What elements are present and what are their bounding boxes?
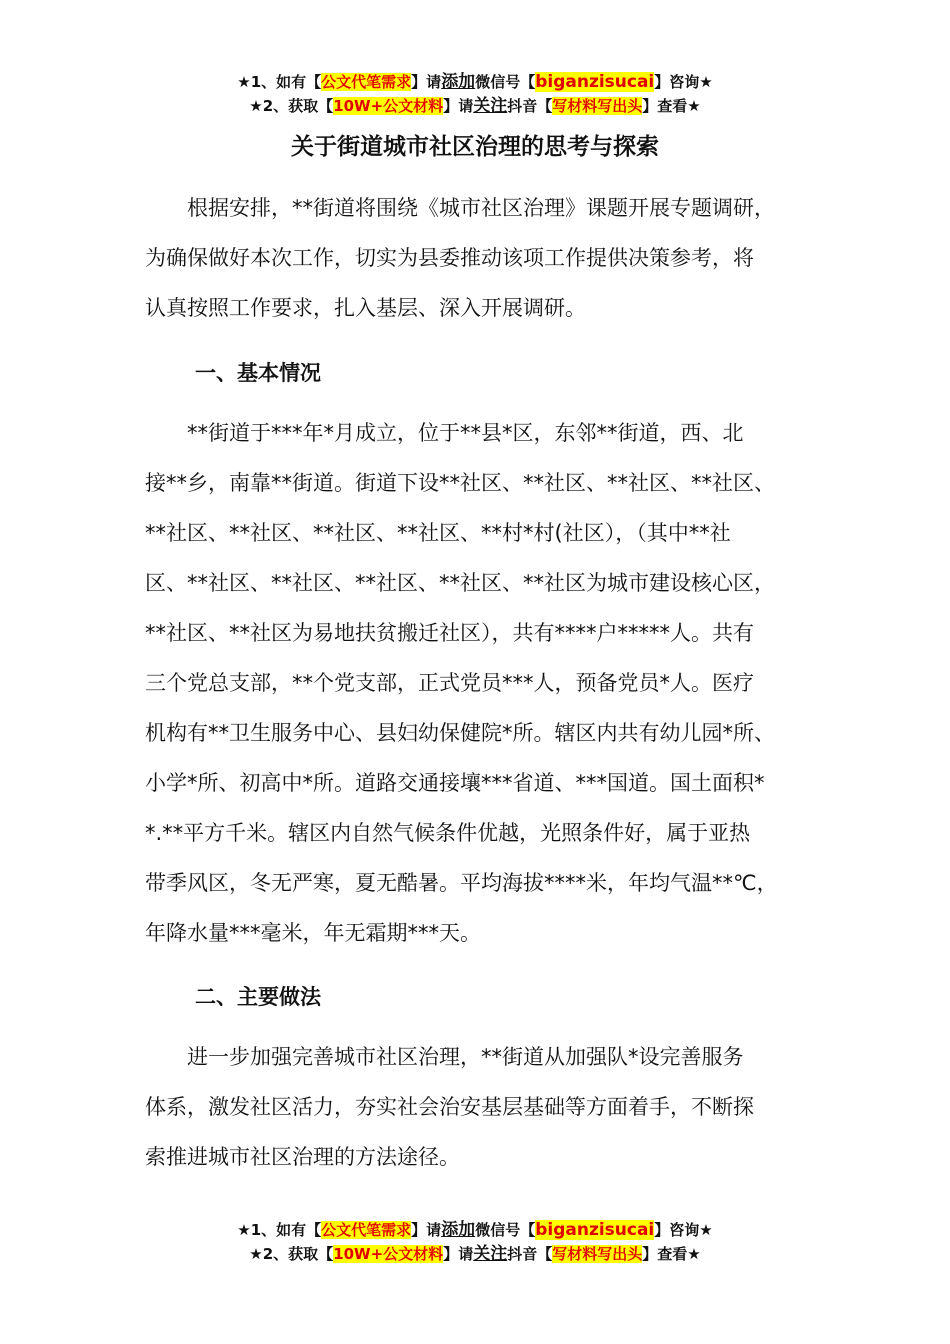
text-line: 带季风区，冬无严寒，夏无酷暑。平均海拔****米，年均气温**℃， [145, 871, 778, 895]
text-line: 为确保做好本次工作，切实为县委推动该项工作提供决策参考，将 [145, 246, 754, 270]
text-line: **社区、**社区为易地扶贫搬迁社区），共有****户*****人。共有 [145, 621, 754, 645]
text-line: 认真按照工作要求，扎入基层、深入开展调研。 [145, 296, 586, 320]
text-line: 根据安排，**街道将围绕《城市社区治理》课题开展专题调研， [145, 196, 775, 220]
promo-highlight: 公文代笔需求 [321, 73, 412, 91]
section-heading-main-practices: 二、主要做法 [195, 985, 321, 1009]
promo-line-2: ★2、获取【10W+公文材料】请关注抖音【写材料写出头】查看★ [249, 1244, 701, 1264]
document-title: 关于街道城市社区治理的思考与探索 [291, 134, 659, 160]
section-heading-basic-info: 一、基本情况 [195, 361, 321, 385]
promo-highlight: 公文代笔需求 [321, 1221, 412, 1239]
promo-line-1: ★1、如有【公文代笔需求】请添加微信号【biganzisucai】咨询★ [237, 72, 713, 92]
section-basic-info-paragraph [145, 408, 820, 958]
promo-emphasis: 添加 [441, 72, 476, 92]
text-line: 年降水量***毫米，年无霜期***天。 [145, 921, 481, 945]
text-line: 体系，激发社区活力，夯实社会治安基层基础等方面着手，不断探 [145, 1095, 754, 1119]
text-line: 索推进城市社区治理的方法途径。 [145, 1145, 460, 1169]
promo-highlight: 10W+公文材料 [333, 1245, 444, 1263]
text-line: 机构有**卫生服务中心、县妇幼保健院*所。辖区内共有幼儿园*所、 [145, 721, 775, 745]
text-line: 区、**社区、**社区、**社区、**社区、**社区为城市建设核心区， [145, 571, 775, 595]
promo-line-1: ★1、如有【公文代笔需求】请添加微信号【biganzisucai】咨询★ [237, 1220, 713, 1240]
promo-wechat-id: biganzisucai [535, 72, 655, 92]
promo-douyin-id: 写材料写出头 [552, 1245, 643, 1263]
promo-emphasis: 关注 [473, 96, 508, 116]
promo-highlight: 10W+公文材料 [333, 97, 444, 115]
promo-banner-top [0, 70, 950, 118]
text-line: **街道于***年*月成立，位于**县*区，东邻**街道，西、北 [145, 421, 744, 445]
intro-paragraph [145, 183, 820, 333]
promo-douyin-id: 写材料写出头 [552, 97, 643, 115]
promo-banner-bottom [0, 1218, 950, 1266]
text-line: **社区、**社区、**社区、**社区、**村*村(社区），（其中**社 [145, 521, 731, 545]
text-line: 三个党总支部，**个党支部，正式党员***人，预备党员*人。医疗 [145, 671, 754, 695]
text-line: 接**乡，南靠**街道。街道下设**社区、**社区、**社区、**社区、 [145, 471, 775, 495]
promo-line-2: ★2、获取【10W+公文材料】请关注抖音【写材料写出头】查看★ [249, 96, 701, 116]
text-line: 小学*所、初高中*所。道路交通接壤***省道、***国道。国土面积* [145, 771, 765, 795]
section-main-practices-paragraph [145, 1032, 820, 1182]
promo-emphasis: 添加 [441, 1220, 476, 1240]
promo-wechat-id: biganzisucai [535, 1220, 655, 1240]
text-line: 进一步加强完善城市社区治理，**街道从加强队*设完善服务 [145, 1045, 744, 1069]
text-line: *.**平方千米。辖区内自然气候条件优越，光照条件好，属于亚热 [145, 821, 751, 845]
promo-emphasis: 关注 [473, 1244, 508, 1264]
